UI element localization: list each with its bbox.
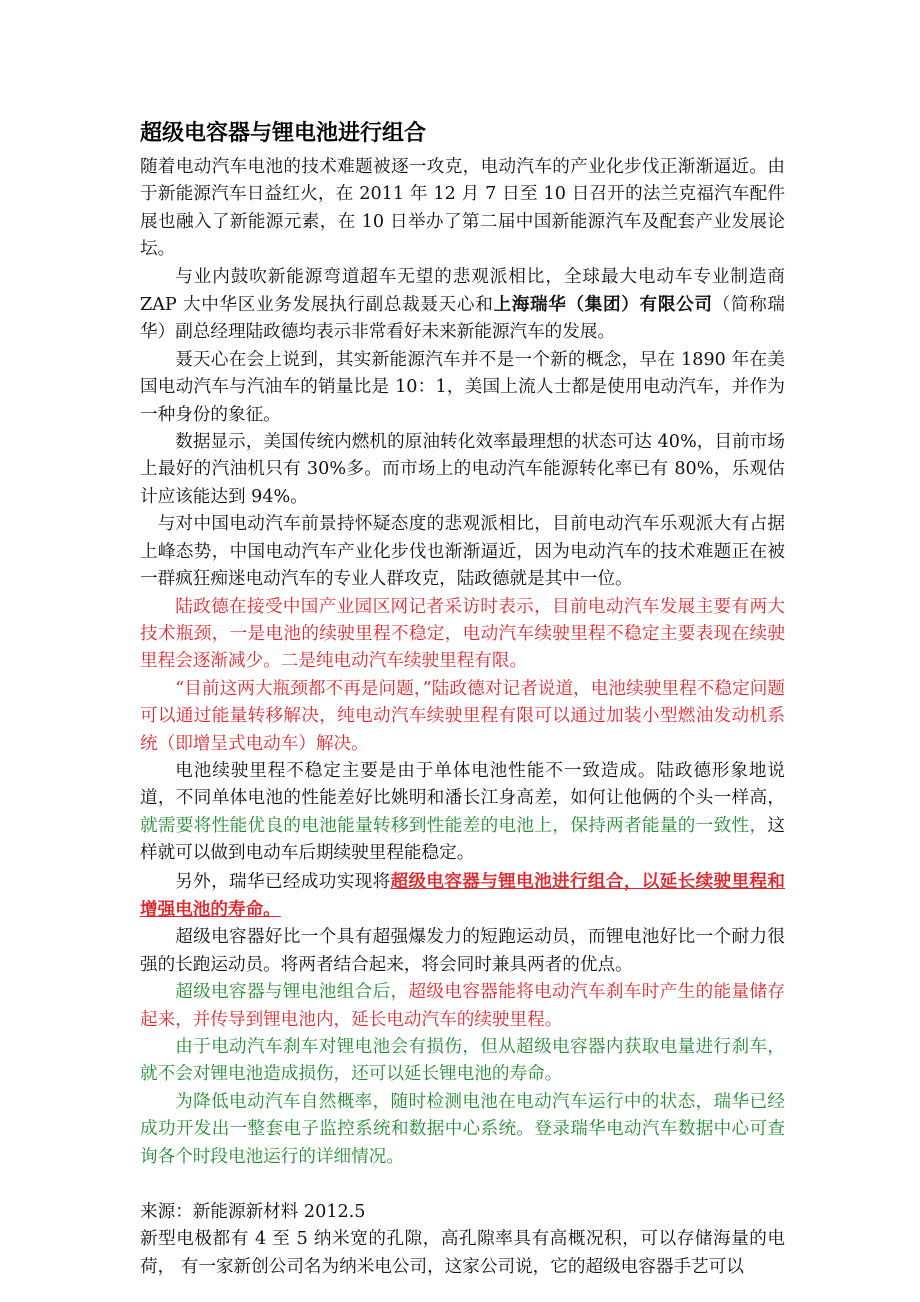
- paragraph-12: 由于电动汽车刹车对锂电池会有损伤，但从超级电容器内获取电量进行刹车，就不会对锂电池造成损伤，还可以延长锂电池的寿命。: [140, 1037, 785, 1085]
- paragraph-8-text-c: 这样就可以做到电动车后期续驶里程能稳定。: [140, 815, 785, 864]
- paragraph-2-text-c: （简称瑞华）副总经理陆政德均表示非常看好未来新能源汽车的发展。: [140, 295, 785, 343]
- document-page: [140, 118, 785, 1281]
- key-statement: 超级电容器与锂电池进行组合，以延长续驶里程和增强电池的寿命。: [140, 870, 785, 920]
- paragraph-4: 数据显示，美国传统内燃机的原油转化效率最理想的状态可达 40%，目前市场上最好的汽油机只有 30%多。而市场上的电动汽车能源转化率已有 80%，乐观估计应该能达到 94%。: [140, 432, 785, 507]
- paragraph-11-text-b: 超级电容器能将电动汽车刹车时产生的能量储存起来，并传导到锂电池内，延长电动汽车的续驶里程。: [140, 982, 785, 1030]
- paragraph-2-text-a: 与业内鼓吹新能源弯道超车无望的悲观派相比，全球最大电动车专业制造商 ZAP 大中华区业务发展执行副总裁聂天心和: [140, 266, 785, 316]
- source-line: 来源：新能源新材料 2012.5: [140, 1202, 366, 1223]
- paragraph-7: “目前这两大瓶颈都不再是问题，”陆政德对记者说道，电池续驶里程不稳定问题可以通过能量转移解决，纯电动汽车续驶里程有限可以通过加装小型燃油发动机系统（即增呈式电动车）解决。: [140, 678, 785, 754]
- paragraph-5: 与对中国电动汽车前景持怀疑态度的悲观派相比，目前电动汽车乐观派大有占据上峰态势，中国电动汽车产业化步伐也渐渐逼近，因为电动汽车的技术难题正在被一群疯狂痴迷电动汽车的专业人群攻克，陆政德就是其中一位。: [140, 514, 785, 590]
- paragraph-8-highlight: 就需要将性能优良的电池能量转移到性能差的电池上，保持两者能量的一致性，: [140, 815, 768, 836]
- paragraph-9: [140, 868, 785, 925]
- paragraph-8: [140, 758, 785, 868]
- paragraph-1: 随着电动汽车电池的技术难题被逐一攻克，电动汽车的产业化步伐正渐渐逼近。由于新能源汽车日益红火，在 2011 年 12 月 7 日至 10 日召开的法兰克福汽车配件展也融入了新能源元素，在 10 日举办了第二届中国新能源汽车及配套产业发展论坛。: [140, 157, 785, 260]
- document-title: 超级电容器与锂电池进行组合: [140, 121, 427, 146]
- paragraph-13: 为降低电动汽车自然概率，随时检测电池在电动汽车运行中的状态，瑞华已经成功开发出一整套电子监控系统和数据中心系统。登录瑞华电动汽车数据中心可查询各个时段电池运行的详细情况。: [140, 1091, 785, 1167]
- paragraph-10: 超级电容器好比一个具有超强爆发力的短跑运动员，而锂电池好比一个耐力很强的长跑运动员。将两者结合起来，将会同时兼具两者的优点。: [140, 927, 785, 975]
- company-name: 上海瑞华（集团）有限公司: [493, 294, 713, 316]
- paragraph-11-text-a: 超级电容器与锂电池组合后，: [175, 982, 409, 1003]
- paragraph-9-text-a: 另外，瑞华已经成功实现将: [175, 871, 391, 892]
- paragraph-3: 聂天心在会上说到，其实新能源汽车并不是一个新的概念，早在 1890 年在美国电动汽车与汽油车的销量比是 10：1，美国上流人士都是使用电动汽车，并作为一种身份的象征。: [140, 349, 785, 425]
- paragraph-14: 新型电极都有 4 至 5 纳米宽的孔隙，高孔隙率具有高概况积，可以存储海量的电荷， 有一家新创公司名为纳米电公司，这家公司说，它的超级电容器手艺可以: [140, 1229, 785, 1277]
- paragraph-6: 陆政德在接受中国产业园区网记者采访时表示，目前电动汽车发展主要有两大技术瓶颈，一是电池的续驶里程不稳定，电动汽车续驶里程不稳定主要表现在续驶里程会逐渐减少。二是纯电动汽车续驶里程有限。: [140, 596, 785, 672]
- paragraph-11: [140, 979, 785, 1034]
- spacer: [140, 1171, 785, 1199]
- paragraph-8-text-a: 电池续驶里程不稳定主要是由于单体电池性能不一致造成。陆政德形象地说道，不同单体电池的性能差好比姚明和潘长江身高差，如何让他俩的个头一样高，: [140, 760, 785, 809]
- paragraph-2: [140, 264, 785, 347]
